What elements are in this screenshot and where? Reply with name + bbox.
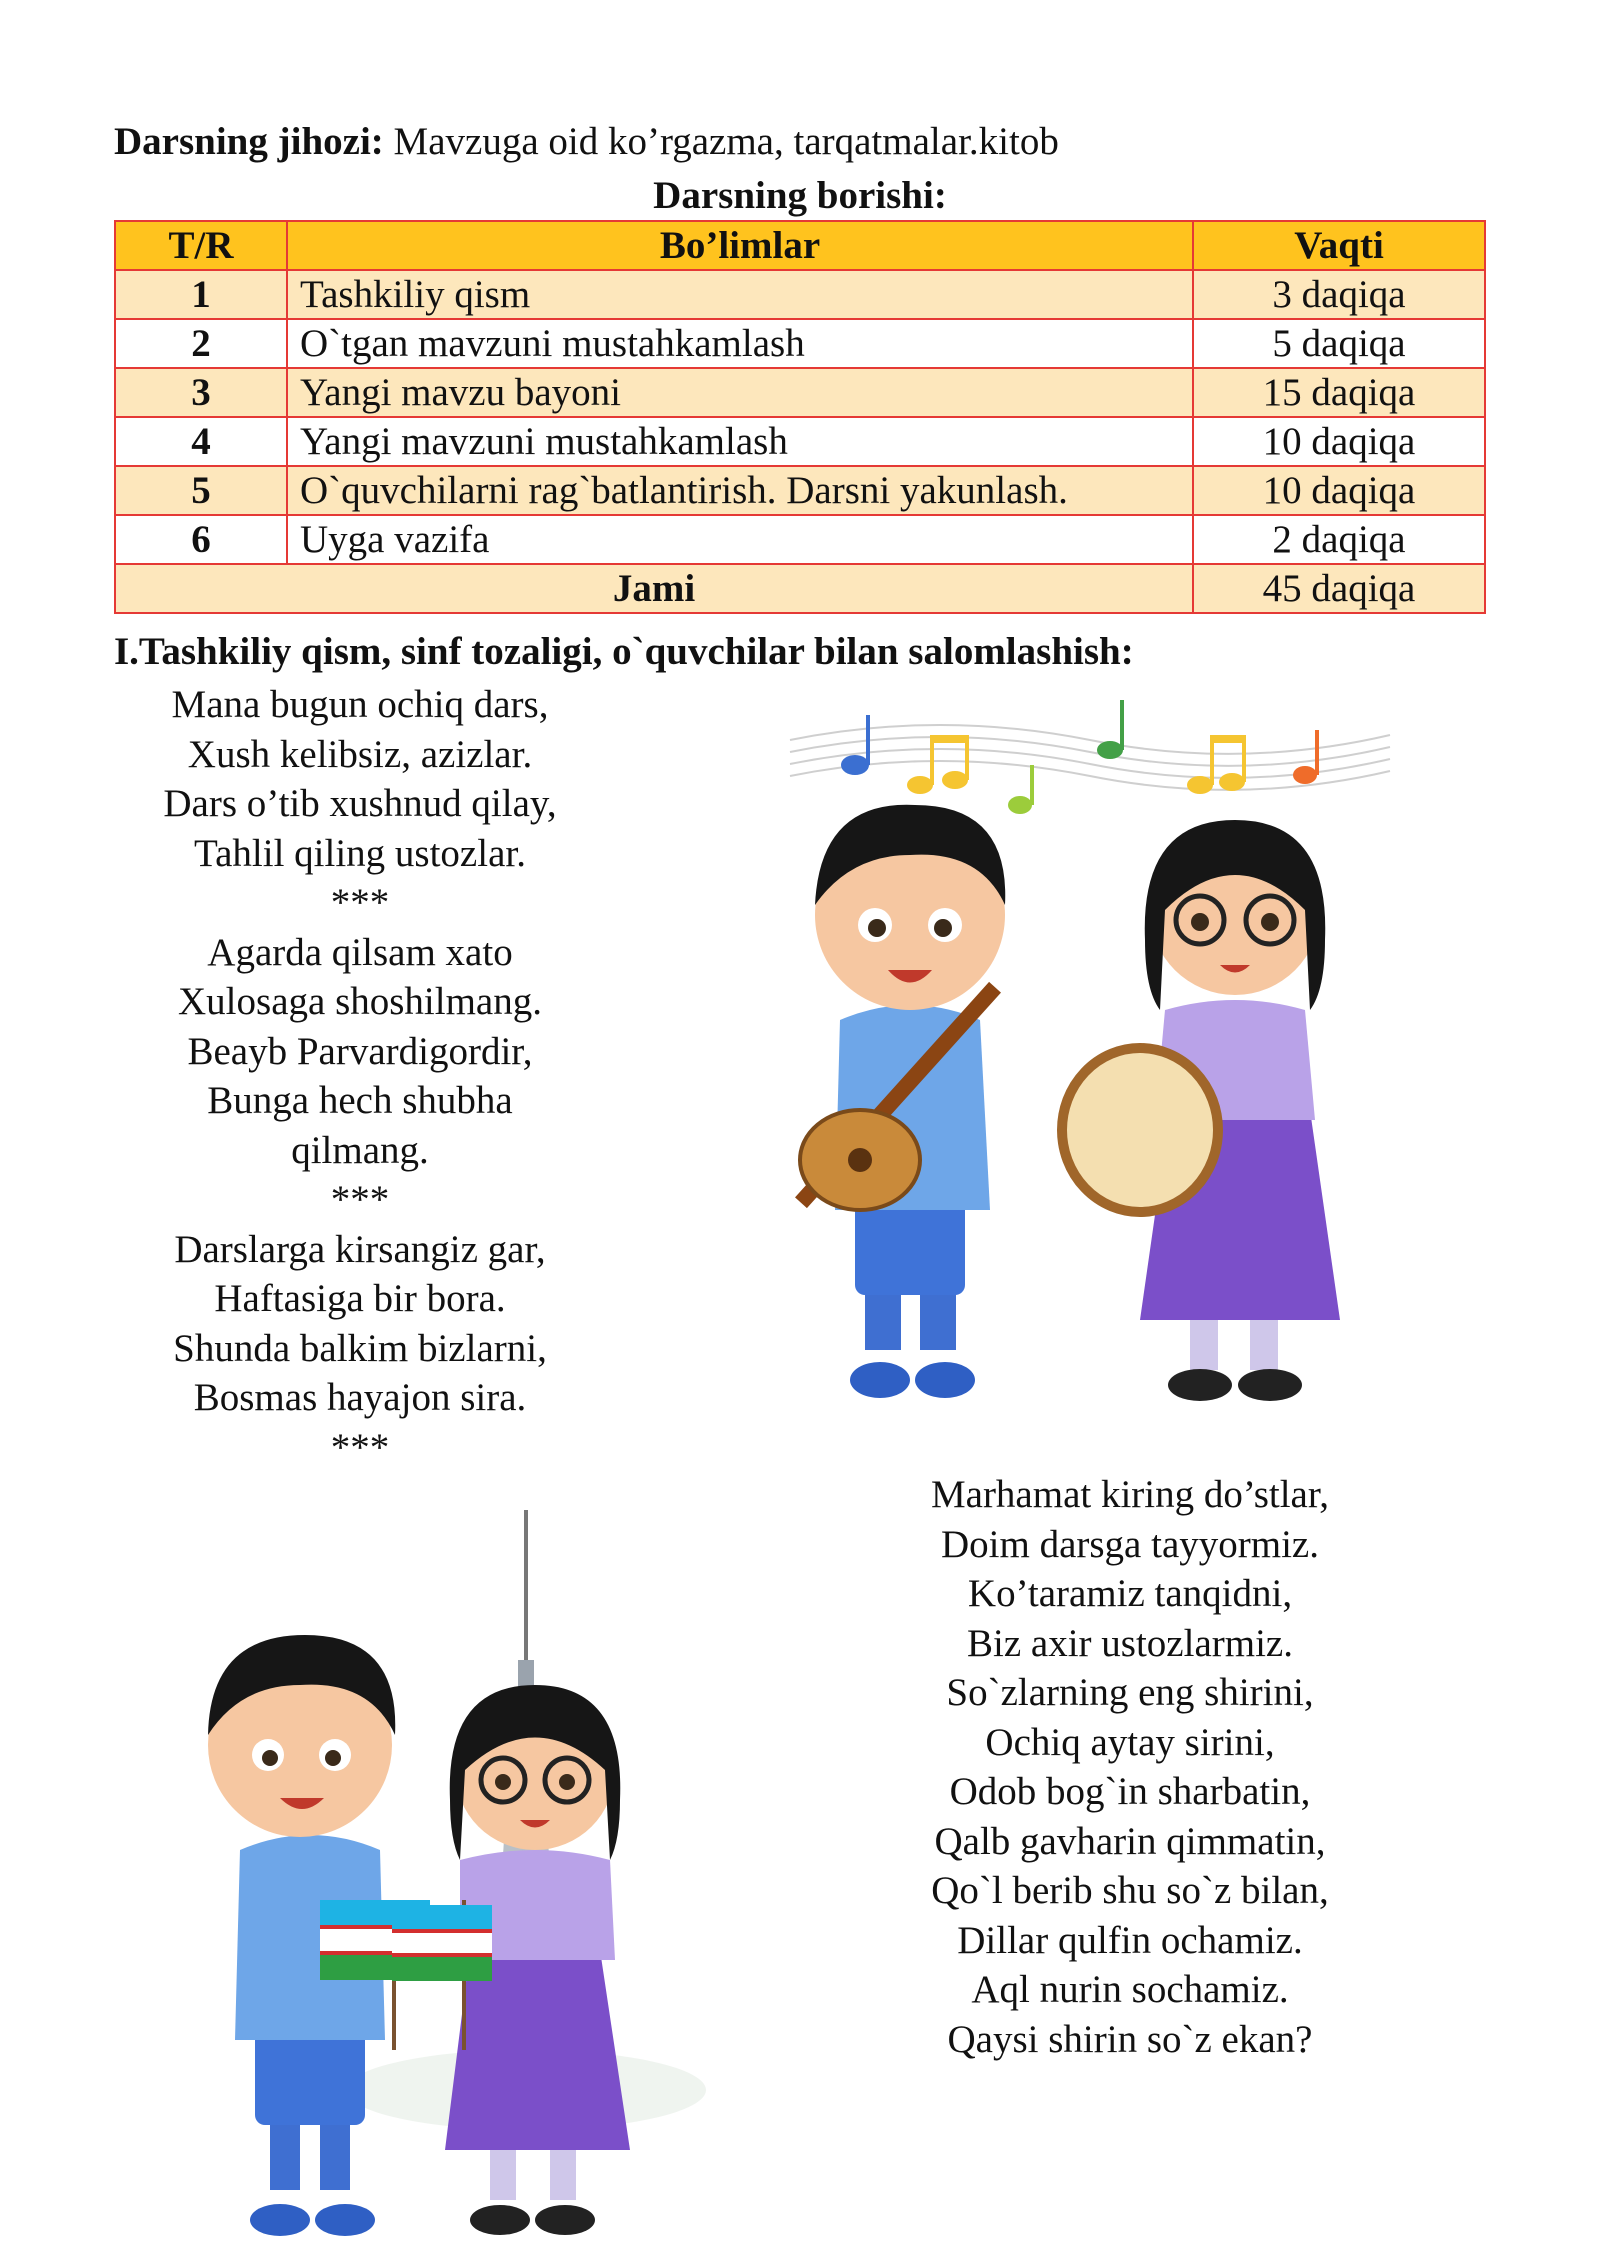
poem-line: Marhamat kiring do’stlar, <box>930 1473 1330 1516</box>
section-heading: I.Tashkiliy qism, sinf tozaligi, o`quvchilar bilan salomlashish: <box>114 630 1134 673</box>
poem-line: So`zlarning eng shirini, <box>946 1671 1314 1714</box>
doira-drum-icon <box>1062 1048 1218 1212</box>
poem-separator: *** <box>330 1178 390 1221</box>
poem-separator: *** <box>330 1425 390 1469</box>
row-num: 3 <box>115 368 287 417</box>
row-num: 5 <box>115 466 287 515</box>
boy-figure <box>815 805 1005 1398</box>
poem-line: Qo`l berib shu so`z bilan, <box>931 1869 1329 1912</box>
poem-line: qilmang. <box>291 1128 429 1172</box>
poem-left <box>100 680 620 1472</box>
poem-line: Agarda qilsam xato <box>207 930 513 974</box>
row-section: Yangi mavzu bayoni <box>287 368 1193 417</box>
poem-line: Darslarga kirsangiz gar, <box>174 1227 546 1271</box>
total-time: 45 daqiqa <box>1193 564 1485 613</box>
poem-line: Doim darsga tayyormiz. <box>941 1522 1319 1566</box>
poem-line: Bunga hech shubha <box>207 1079 513 1122</box>
row-section: Tashkiliy qism <box>287 270 1193 319</box>
poem-line: Beayb Parvardigordir, <box>187 1029 533 1073</box>
poem-line: Ko’taramiz tanqidni, <box>967 1572 1293 1615</box>
header-sections: Bo’limlar <box>287 221 1193 270</box>
total-label: Jami <box>115 564 1193 613</box>
row-time: 2 daqiqa <box>1193 515 1485 564</box>
row-section: O`quvchilarni rag`batlantirish. Darsni yakunlash. <box>287 466 1193 515</box>
poem-line: Xulosaga shoshilmang. <box>178 980 542 1023</box>
table-row <box>115 417 1485 466</box>
row-time: 10 daqiqa <box>1193 417 1485 466</box>
table-total-row <box>115 564 1485 613</box>
row-time: 3 daqiqa <box>1193 270 1485 319</box>
procedure-title: Darsning borishi: <box>653 174 947 217</box>
equipment-text: Mavzuga oid ko’rgazma, tarqatmalar.kitob <box>383 120 1059 163</box>
row-num: 1 <box>115 270 287 319</box>
poem-line: Tahlil qiling ustozlar. <box>194 831 526 875</box>
poem-line: Mana bugun ochiq dars, <box>171 683 549 726</box>
poem-line: Qalb gavharin qimmatin, <box>934 1819 1326 1863</box>
row-time: 10 daqiqa <box>1193 466 1485 515</box>
row-section: Uyga vazifa <box>287 515 1193 564</box>
table-header-row <box>115 221 1485 270</box>
poem-line: Dars o’tib xushnud qilay, <box>163 782 557 825</box>
poem-line: Aql nurin sochamiz. <box>971 1968 1289 2011</box>
poem-line: Biz axir ustozlarmiz. <box>967 1621 1293 1665</box>
row-time: 15 daqiqa <box>1193 368 1485 417</box>
table-row <box>115 368 1485 417</box>
row-section: O`tgan mavzuni mustahkamlash <box>287 319 1193 368</box>
poem-line: Qaysi shirin so`z ekan? <box>947 2017 1313 2061</box>
row-num: 2 <box>115 319 287 368</box>
poem-line: Odob bog`in sharbatin, <box>949 1770 1311 1813</box>
children-music-illustration <box>780 690 1400 1450</box>
lesson-equipment <box>114 118 1059 166</box>
music-notes-icon <box>841 700 1319 814</box>
poem-line: Haftasiga bir bora. <box>214 1277 506 1320</box>
row-num: 6 <box>115 515 287 564</box>
poem-line: Ochiq aytay sirini, <box>985 1720 1275 1764</box>
table-row <box>115 270 1485 319</box>
header-time: Vaqti <box>1193 221 1485 270</box>
poem-separator: *** <box>330 881 390 924</box>
header-num: T/R <box>115 221 287 270</box>
children-flags-illustration <box>160 1500 780 2260</box>
row-num: 4 <box>115 417 287 466</box>
poem-right <box>850 1470 1410 2064</box>
equipment-label: Darsning jihozi: <box>114 120 384 163</box>
row-section: Yangi mavzuni mustahkamlash <box>287 417 1193 466</box>
table-row <box>115 319 1485 368</box>
row-time: 5 daqiqa <box>1193 319 1485 368</box>
lesson-plan-table <box>114 220 1486 614</box>
table-row <box>115 466 1485 515</box>
table-row <box>115 515 1485 564</box>
poem-line: Shunda balkim bizlarni, <box>173 1326 547 1370</box>
poem-line: Xush kelibsiz, azizlar. <box>187 732 533 776</box>
poem-line: Bosmas hayajon sira. <box>193 1376 527 1419</box>
poem-line: Dillar qulfin ochamiz. <box>957 1918 1303 1962</box>
